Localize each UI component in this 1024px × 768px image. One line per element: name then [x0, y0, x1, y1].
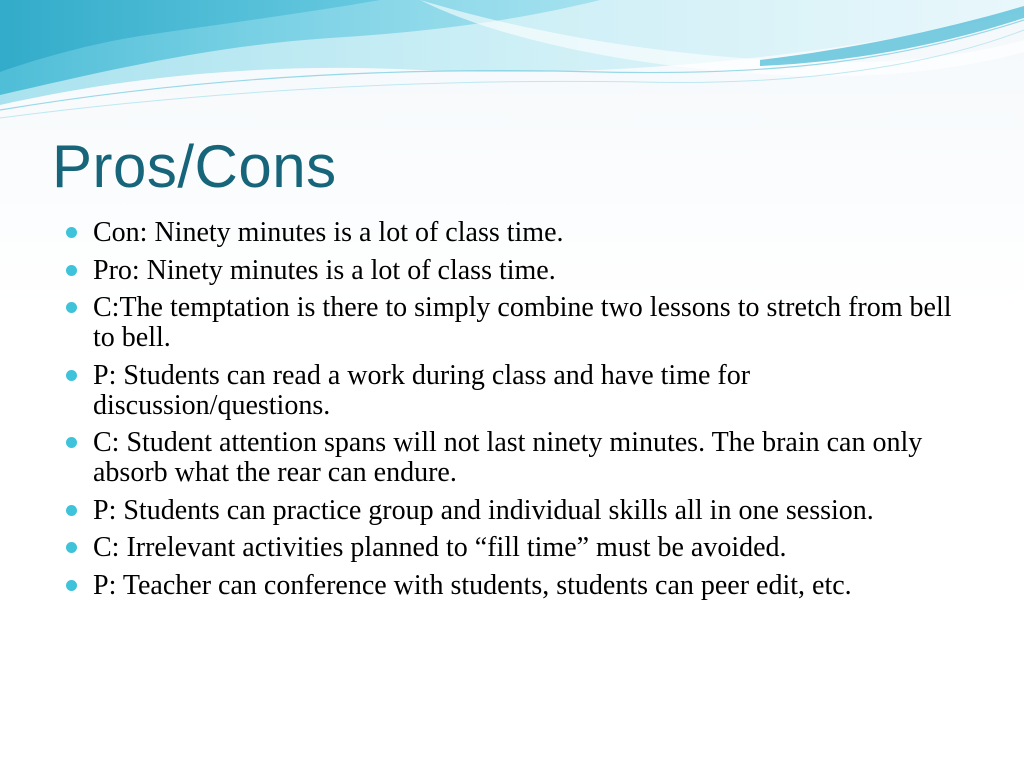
bullet-text: C:The temptation is there to simply combine two lessons to stretch from bell to bell. — [93, 292, 952, 353]
bullet-text: P: Students can practice group and individual skills all in one session. — [93, 494, 874, 526]
bullet-item — [64, 428, 964, 488]
slide-title: Pros/Cons — [52, 133, 337, 200]
bullet-text: Pro: Ninety minutes is a lot of class time. — [93, 254, 556, 286]
bullet-text: P: Teacher can conference with students, students can peer edit, etc. — [93, 569, 852, 601]
bullet-item — [64, 361, 964, 421]
bullet-icon — [66, 542, 77, 553]
bullet-text: Con: Ninety minutes is a lot of class time. — [93, 217, 564, 248]
bullet-item — [64, 293, 964, 353]
bullet-item — [64, 218, 964, 248]
bullet-icon — [66, 505, 77, 516]
header-wave-decoration — [0, 0, 1024, 130]
bullet-item — [64, 496, 964, 526]
bullet-text: C: Student attention spans will not last ninety minutes. The brain can only absorb what the rear can endure. — [93, 427, 923, 488]
bullet-item — [64, 571, 964, 601]
bullet-icon — [66, 227, 77, 238]
bullet-icon — [66, 302, 77, 313]
bullet-icon — [66, 370, 77, 381]
bullet-text: C: Irrelevant activities planned to “fill time” must be avoided. — [93, 532, 787, 563]
bullet-icon — [66, 437, 77, 448]
bullet-item — [64, 533, 964, 563]
bullet-item — [64, 256, 964, 286]
bullet-text: P: Students can read a work during class and have time for discussion/questions. — [93, 359, 751, 421]
bullet-icon — [66, 580, 77, 591]
bullet-icon — [66, 265, 77, 276]
bullet-list — [64, 218, 964, 608]
